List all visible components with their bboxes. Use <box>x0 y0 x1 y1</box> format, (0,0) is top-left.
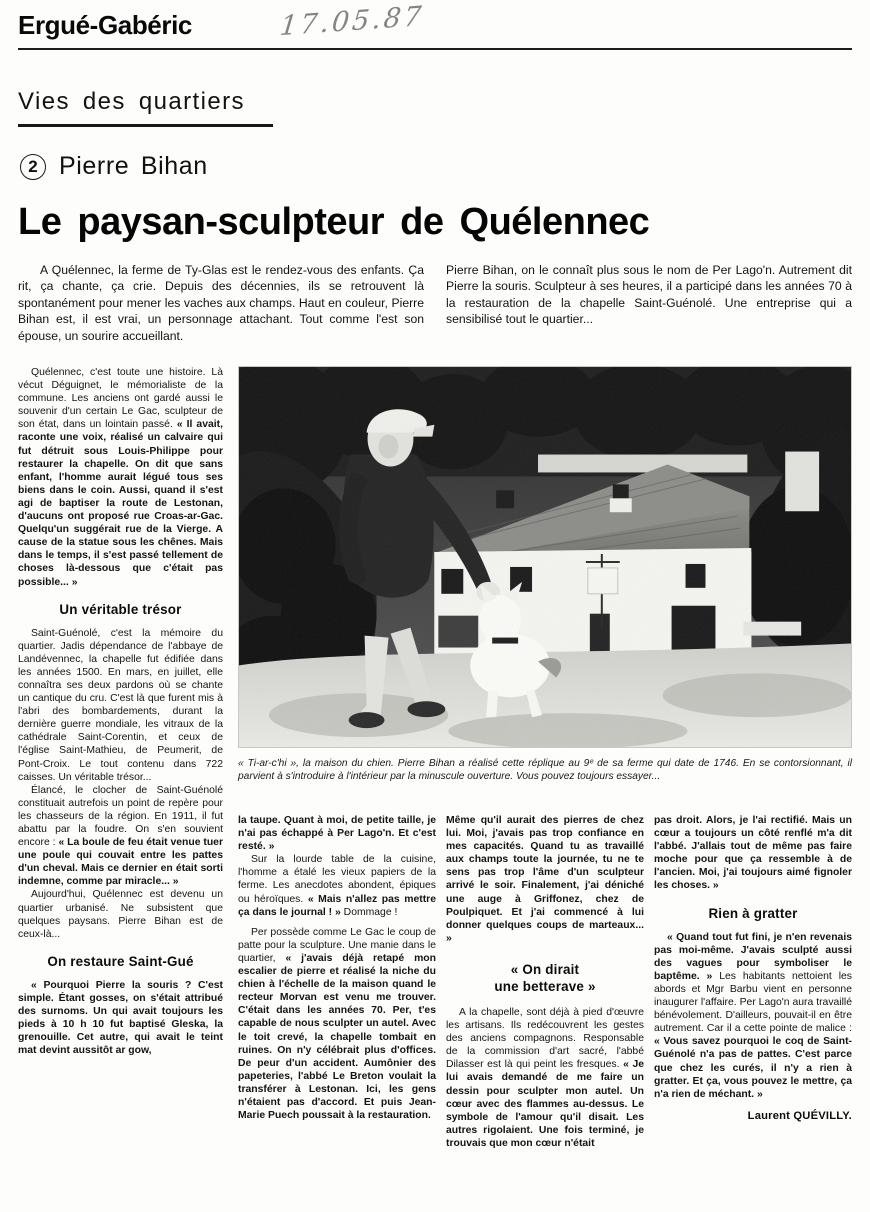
paragraph <box>446 1006 644 1150</box>
paragraph-text: Per possède comme Le Gac le coup de patte pour la sculpture. Une manie dans le quartier, <box>238 926 436 964</box>
paragraph-text: Quélennec, c'est toute une histoire. Là vécut Déguignet, le mémorialiste de la commune. Les anciens ont gardé aussi le souvenir d'un certain Le Gac, sculpteur de son état, dans un lointain passé. <box>18 367 223 431</box>
paragraph <box>654 931 852 1101</box>
paragraph-text-bold-2: « Vous savez pourquoi le coq de Saint-Guénolé n'a pas de pattes. C'est parce que chez les curés, il n'y a rien à gratter. Et ça, vous pouvez le mettre, ça n'a rien de méchant. » <box>654 1036 852 1100</box>
paragraph-text-tail: Dommage ! <box>340 906 398 918</box>
subheading-on-restaure-saint-gue: On restaure Saint-Gué <box>47 953 194 969</box>
paragraph: Aujourd'hui, Quélennec est devenu un quartier urbanisé. Ne subsistent que quelques paysans. Pierre Bihan est de ceux-là... <box>18 889 223 940</box>
paragraph-text-bold: « Quand tout fut fini, je n'en revenais pas moi-même. J'avais sculpté aussi des vagues pour symboliser le baptême. » <box>654 931 852 982</box>
paragraph-text-bold: « Il avait, raconte une voix, réalisé un calvaire qui fut détruit sous Louis-Philippe pour restaurer la chapelle. On dit que sans enfant, l'homme aurait légué tous ses biens dans le coin. Aussi, quand il s'est agi de baptiser la route de Lestonan, d'aucuns ont proposé rue Croas-ar-Gac. Quelqu'un suggérait rue de la Vierge. A cause de la statue sous les chênes. Mais dans le temps, il s'est passé tellement de choses là-dessous que c'était pas possible... » <box>18 419 223 588</box>
lower-columns <box>238 814 852 1150</box>
paragraph-spacer <box>238 919 436 926</box>
series-number-badge: 2 <box>20 154 46 180</box>
lead-paragraph-right: Pierre Bihan, on le connaît plus sous le nom de Per Lago'n. Autrement dit Pierre la souris. Sculpteur à ses heures, il a participé dans les années 70 à la restauration de la chapelle Saint-Guénolé. Une entreprise qui a sensibilisé tout le quartier... <box>446 263 852 327</box>
paragraph <box>18 366 223 589</box>
section-kicker: Vies des quartiers <box>18 88 245 115</box>
article-byline: Laurent QUÉVILLY. <box>747 1109 852 1122</box>
body-column-2 <box>238 814 436 1150</box>
series-line <box>20 152 208 181</box>
paragraph: Saint-Guénolé, c'est la mémoire du quartier. Jadis dépendance de l'abbaye de Landévennec, la chapelle fut édifiée dans les années 1500. En mars, en juillet, elle connaîtra ses deux pardons où se chante un cantique du cru. C'est là que furent mis à l'abri des bombardements, durant la dernière guerre mondiale, les vitraux de la cathédrale Saint-Corentin, et ceux de l'église Saint-Mathieu, de Peumerit, de Pont-Croix. Le tout contenu dans 722 caisses. Un véritable trésor... <box>18 627 223 783</box>
body-column-1 <box>18 366 223 1057</box>
paragraph-text-bold: « Je lui avais demandé de me faire un dessin pour sculpter mon autel. Un cœur avec des flammes au-dessus. Le symbole de l'amour qu'il disait. Les autres rigolaient. Une fois terminé, je trouvais que mon cœur n'était <box>446 1059 645 1149</box>
subheading-line-1: « On dirait <box>510 961 580 977</box>
article-photo <box>238 366 852 748</box>
subheading-rien-a-gratter: Rien à gratter <box>708 905 798 921</box>
section-kicker-underline <box>18 124 273 127</box>
paragraph-text: Les habitants nettoient les abords et Mgr Barbu vient en personne inaugurer l'affaire. Per Lago'n aura travaillé bénévolement. D'ailleurs, pouvait-il en être autrement. Car il a cette pointe de malice : <box>654 970 852 1035</box>
paragraph-text-bold: « La boule de feu était venue tuer une poule qui couvait entre les pattes d'un cheval. Mais ce dernier en était sorti indemne, comme par miracle... » <box>18 837 223 888</box>
paragraph <box>238 853 436 918</box>
masthead-divider <box>18 48 852 50</box>
handwritten-date-annotation: 17.05.87 <box>278 0 426 43</box>
photo-block <box>238 366 852 784</box>
photo-caption: « Ti-ar-c'hi », la maison du chien. Pierre Bihan a réalisé cette réplique au 9ᵉ de sa ferme qui date de 1746. En se contorsionnant, il parvient à s'introduire à l'intérieur par la minuscule ouverture. Vous pouvez toujours essayer... <box>238 758 852 783</box>
series-subject-name: Pierre Bihan <box>59 152 208 180</box>
paragraph-bold: « Pourquoi Pierre la souris ? C'est simple. Étant gosses, on s'était attribué des surnoms. Un qui avait toujours les pieds à 10 h 10 fut baptisé Gleska, la grenouille. Cet autre, qui avait le teint mat devint aussitôt ar gow, <box>18 979 223 1057</box>
paragraph-text: Élancé, le clocher de Saint-Guénolé constituait autrefois un point de repère pour les chasseurs de la région. En 1911, il fut abattu par la foudre. On s'en souvient encore : <box>18 784 223 849</box>
paragraph-bold: pas droit. Alors, je l'ai rectifié. Mais un cœur a toujours un côté renflé m'a dit l'abbé. J'allais tout de même pas faire moche pour que ça ressemble à de l'ancien. Moi, j'ai toujours aimé fignoler les choses. » <box>654 815 852 892</box>
paragraph-text-bold: « Mais n'allez pas mettre ça dans le journal ! » <box>238 893 436 918</box>
lead-paragraph-left: A Quélennec, la ferme de Ty-Glas est le rendez-vous des enfants. Ça rit, ça chante, ça crie. Depuis des décennies, ils se retrouvent là spontanément pour mener les vaches aux champs. Haut en couleur, Pierre Bihan est, il est vrai, un personnage attachant. Tout comme l'est son épouse, un sourire accueillant. <box>18 263 424 343</box>
paragraph-text: A la chapelle, sont déjà à pied d'œuvre les artisans. Ils redécouvrent les gestes des anciens compagnons. Responsable de la commission d'art sacré, l'abbé Dilasser est là qui peint les fresques. <box>446 1006 644 1071</box>
publication-title: Ergué-Gabéric <box>18 10 192 40</box>
article-lead <box>18 262 852 344</box>
paragraph-bold: la taupe. Quant à moi, de petite taille, je n'ai pas échappé à Per Lago'n. Et c'est resté. » <box>238 815 436 853</box>
subheading-un-veritable-tresor: Un véritable trésor <box>59 601 182 617</box>
paragraph <box>238 926 436 1122</box>
subheading-on-dirait-une-betterave <box>446 961 644 995</box>
body-column-4 <box>654 814 852 1150</box>
paragraph-text: Sur la lourde table de la cuisine, l'homme a étalé les vieux papiers de la ferme. Les anecdotes abondent, épiques ou héroïques. <box>238 854 436 905</box>
paragraph <box>18 784 223 889</box>
article-headline: Le paysan-sculpteur de Quélennec <box>18 201 650 243</box>
paragraph-text-bold: « j'avais déjà retapé mon escalier de pierre et réalisé la niche du chien à l'échelle de la maison quand le recteur Morvan est venu me trouver. C'était dans les années 70. Per, t'es capable de nous sculpter un autel. Avec le toit crevé, la chapelle tombait en ruines. On n'y célébrait plus d'offices. De peur d'un accident. Aumônier des papeteries, l'abbé Le Breton voulait la transférer à Lestonan. Ici, les gens n'étaient pas d'accord. Et puis Jean-Marie Puech poussait à la restauration. <box>238 952 436 1122</box>
subheading-line-2: une betterave » <box>494 978 596 994</box>
masthead <box>18 0 852 52</box>
paragraph-bold: Même qu'il aurait des pierres de chez lui. Moi, j'avais pas trop confiance en mes capacités. Quand tu as travaillé aux champs toute la journée, tu ne te sens pas trop l'âme d'un sculpteur arrivé le soir. Finalement, j'ai déniché une auge à Griffonez, chez de Poulpiquet. Et j'ai commencé à lui donner quelques coups de marteaux... » <box>446 815 644 944</box>
body-column-3 <box>446 814 644 1150</box>
